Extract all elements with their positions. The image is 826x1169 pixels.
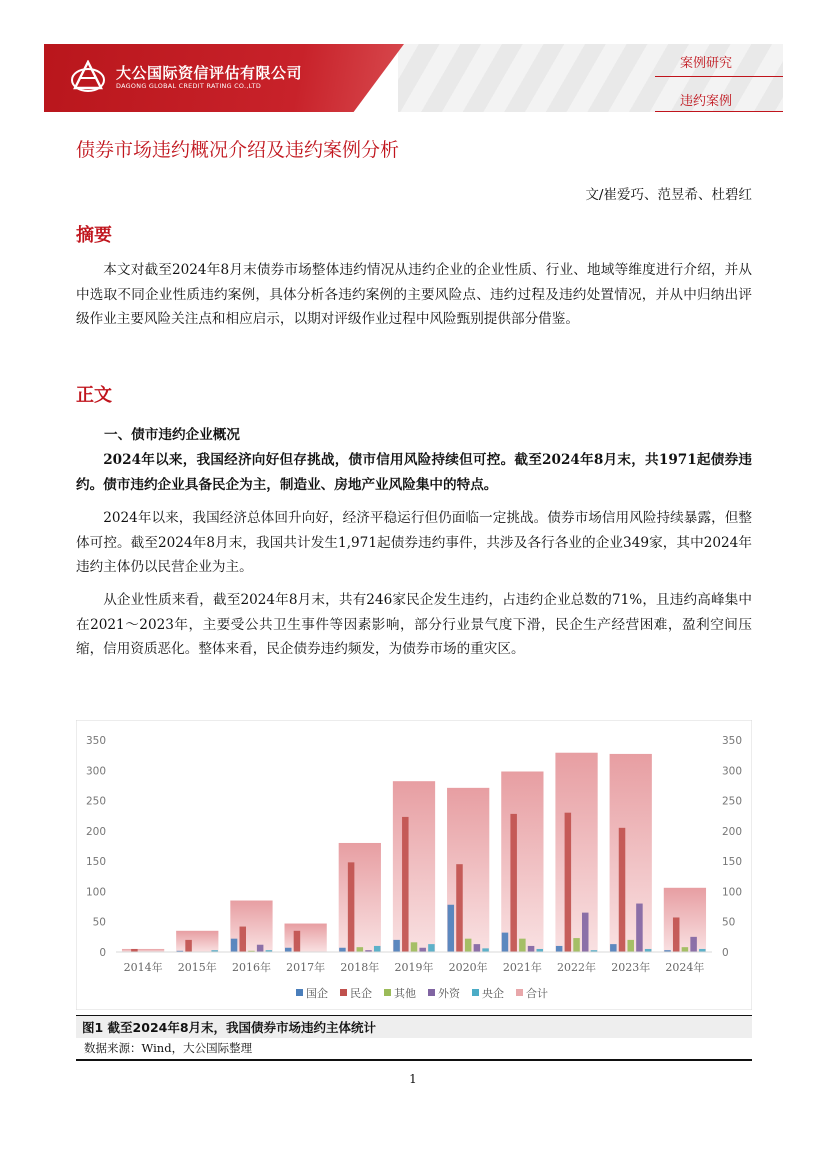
y-tick-label-right: 350 [722,735,743,747]
bar-1 [619,828,626,952]
abstract-text: 本文对截至2024年8月末债券市场整体违约情况从违约企业的企业性质、行业、地域等维度进行介绍，并从中选取不同企业性质违约案例，具体分析各违约案例的主要风险点、违约过程及违约处置情况，并从中归纳出评级作业主要风险关注点和相应启示，以期对评级作业过程中风险甄别提供部分借鉴。 [76,262,752,327]
legend-swatch [428,989,435,996]
bar-2 [682,947,689,952]
bar-2 [627,940,634,952]
legend-swatch [516,989,523,996]
source-divider [76,1059,752,1061]
y-tick-label-left: 50 [92,916,106,929]
bar-2 [465,939,472,952]
bar-0 [231,939,238,952]
x-tick-label: 2018年 [340,961,380,974]
y-tick-label-left: 150 [85,856,106,869]
y-tick-label-right: 150 [722,856,743,869]
y-tick-label-right: 100 [722,886,743,899]
bar-total [393,781,435,952]
bar-total [176,931,218,952]
tag-default-case: 违约案例 [680,94,733,109]
x-tick-label: 2021年 [502,961,542,974]
y-tick-label-right: 0 [722,947,729,959]
bar-1 [456,864,463,952]
bar-1 [294,931,301,952]
y-tick-label-right: 300 [722,765,743,778]
company-name-en: DAGONG GLOBAL CREDIT RATING CO.,LTD [116,82,262,90]
dagong-logo-icon [70,60,106,94]
x-tick-label: 2024年 [665,961,705,974]
body-paragraph-2: 从企业性质来看，截至2024年8月末，共有246家民企发生违约，占违约企业总数的71%，且违约高峰集中在2021～2023年，主要受公共卫生事件等因素影响，部分行业景气度下滑，民企生产经营困难，盈利空间压缩，信用资质恶化。整体来看，民企债券违约频发，为债券市场的重灾区。 [76,592,752,657]
bar-3 [636,904,643,952]
figure-source: 数据来源：Wind，大公国际整理 [84,1041,253,1055]
bar-0 [610,944,617,952]
bar-4 [374,946,381,952]
bar-total [664,888,706,952]
bar-3 [257,945,264,952]
bar-total [501,771,543,952]
x-tick-label: 2020年 [448,961,488,974]
bar-total [285,924,327,952]
authors: 文/崔爱巧、范昱希、杜碧红 [585,187,752,203]
y-tick-label-left: 350 [85,735,106,747]
tag-case-study: 案例研究 [680,56,733,71]
legend-swatch [340,989,347,996]
legend-label: 合计 [526,987,548,1000]
abstract-heading: 摘要 [76,225,112,246]
company-name-cn: 大公国际资信评估有限公司 [116,64,303,82]
bar-1 [348,862,355,952]
bar-0 [339,948,346,952]
bar-0 [393,940,400,952]
body-paragraph-1: 2024年以来，我国经济总体回升向好，经济平稳运行但仍面临一定挑战。债券市场信用风险持续暴露，但整体可控。截至2024年8月末，我国共计发生1,971起债券违约事件，共涉及各行各业的企业349家，其中2024年违约主体仍以民营企业为主。 [76,510,752,575]
bar-4 [428,944,435,952]
bar-1 [402,817,409,952]
legend-swatch [384,989,391,996]
bar-1 [673,917,680,952]
x-tick-label: 2023年 [611,961,651,974]
x-tick-label: 2014年 [123,961,163,974]
bar-3 [690,937,697,952]
bar-0 [502,933,509,952]
x-tick-label: 2016年 [231,961,271,974]
key-finding-paragraph: 2024年以来，我国经济向好但存挑战，债市信用风险持续但可控。截至2024年8月末，共1971起债券违约。债市违约企业具备民企为主，制造业、房地产业风险集中的特点。 [76,452,752,493]
bar-total [610,754,652,952]
default-entities-chart [76,720,752,1010]
y-tick-label-left: 200 [85,825,106,838]
legend-label: 外资 [438,987,460,1000]
x-tick-label: 2015年 [177,961,217,974]
x-tick-label: 2019年 [394,961,434,974]
header-divider [655,76,783,77]
bar-1 [240,927,247,952]
bar-total [555,753,597,952]
legend-swatch [472,989,479,996]
x-tick-label: 2017年 [286,961,326,974]
bar-2 [573,938,580,952]
legend-label: 其他 [394,987,416,1000]
figure-caption: 图1 截至2024年8月末，我国债券市场违约主体统计 [82,1020,377,1035]
y-tick-label-right: 250 [722,795,743,808]
page-number: 1 [409,1072,417,1086]
bar-total [339,843,381,952]
y-tick-label-left: 300 [85,765,106,778]
legend-label: 国企 [306,987,328,1000]
bar-2 [519,939,526,952]
bar-0 [556,946,563,952]
bar-2 [411,942,418,952]
y-tick-label-left: 250 [85,795,106,808]
legend-label: 民企 [350,987,372,1000]
bar-3 [528,946,535,952]
x-axis-labels [124,960,705,974]
bar-3 [474,944,481,952]
legend-swatch [296,989,303,996]
bar-2 [357,947,364,952]
y-tick-label-left: 0 [99,947,106,959]
bar-1 [185,940,192,952]
y-tick-label-right: 50 [722,916,736,929]
body-heading: 正文 [76,385,112,406]
bar-0 [448,905,455,952]
x-tick-label: 2022年 [557,961,597,974]
header-underline [655,111,783,112]
bar-3 [582,913,589,952]
bar-1 [565,813,572,952]
page-title: 债券市场违约概况介绍及违约案例分析 [76,139,400,161]
legend-label: 央企 [482,987,504,1000]
bar-3 [419,948,426,952]
bar-1 [510,814,517,952]
bar-4 [482,948,489,952]
bar-0 [285,948,292,952]
y-tick-label-right: 200 [722,825,743,838]
y-tick-label-left: 100 [85,886,106,899]
section-title: 一、债市违约企业概况 [104,427,240,443]
